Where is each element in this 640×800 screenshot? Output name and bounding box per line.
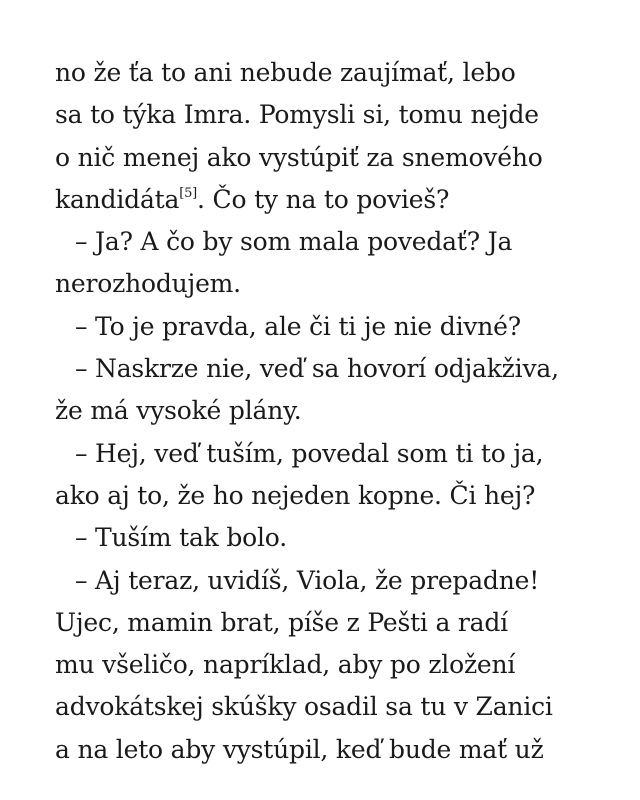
text-line [55,179,615,221]
text-line: nerozhodujem. [55,269,241,299]
dialogue-line: – Tuším tak bolo. [75,523,287,553]
footnote-reference-link[interactable]: [5] [179,185,198,201]
text-line: Ujec, mamin brat, píše z Pešti a radí [55,607,508,637]
text-line: a na leto aby vystúpil, keď bude mať už [55,734,544,764]
text-fragment: kandidáta [55,184,180,214]
text-line: advokátskej skúšky osadil sa tu v Zanici [55,692,553,722]
text-line: o nič menej ako vystúpiť za snemového [55,142,543,172]
dialogue-line: – Hej, veď tuším, povedal som ti to ja, [75,438,544,468]
text-line: sa to týka Imra. Pomysli si, tomu nejde [55,100,539,130]
text-line: ako aj to, že ho nejeden kopne. Či hej? [55,480,536,510]
text-line: mu všeličo, napríklad, aby po zložení [55,650,516,680]
text-line: no že ťa to ani nebude zaujímať, lebo [55,58,516,87]
dialogue-line: – Naskrze nie, veď sa hovorí odjakživa, [75,354,559,384]
text-fragment: . Čo ty na to povieš? [197,184,450,214]
dialogue-line: – Ja? A čo by som mala povedať? Ja [75,227,513,257]
dialogue-line: – To je pravda, ale či ti je nie divné? [75,311,521,341]
book-page-text [55,52,615,771]
dialogue-line: – Aj teraz, uvidíš, Viola, že prepadne! [75,565,540,595]
text-line: že má vysoké plány. [55,396,302,426]
